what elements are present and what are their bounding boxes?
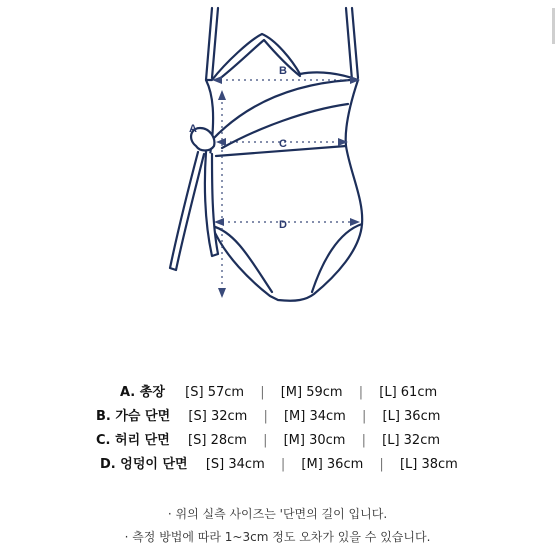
size-s: [S] 34cm bbox=[205, 457, 265, 472]
label-c: C bbox=[279, 138, 287, 150]
separator: | bbox=[263, 409, 268, 424]
separator: | bbox=[361, 409, 367, 424]
separator: | bbox=[358, 385, 364, 400]
swimsuit-outline bbox=[170, 8, 362, 301]
size-key: D. 엉덩이 단면 bbox=[100, 457, 188, 472]
size-s: [S] 32cm bbox=[188, 409, 248, 424]
size-notes bbox=[0, 503, 555, 549]
size-key: C. 허리 단면 bbox=[96, 433, 170, 448]
size-key: A. 총장 bbox=[120, 385, 165, 400]
size-l: [L] 32cm bbox=[382, 433, 441, 448]
size-m: [M] 30cm bbox=[283, 433, 346, 448]
size-row-c bbox=[96, 430, 440, 452]
size-l: [L] 61cm bbox=[379, 385, 438, 400]
label-d: D bbox=[279, 219, 287, 231]
size-m: [M] 34cm bbox=[283, 409, 346, 424]
size-row-b bbox=[96, 406, 440, 428]
size-m: [M] 36cm bbox=[301, 457, 364, 472]
size-row-a bbox=[120, 382, 437, 404]
label-b: B bbox=[279, 65, 287, 77]
separator: | bbox=[361, 433, 366, 448]
label-a: A bbox=[189, 123, 197, 135]
separator: | bbox=[260, 385, 265, 400]
separator: | bbox=[263, 433, 268, 448]
size-s: [S] 28cm bbox=[188, 433, 247, 448]
size-l: [L] 36cm bbox=[382, 409, 441, 424]
note-line: · 측정 방법에 따라 1~3cm 정도 오차가 있을 수 있습니다. bbox=[124, 530, 431, 544]
size-row-d bbox=[100, 454, 458, 476]
separator: | bbox=[379, 457, 384, 472]
size-s: [S] 57cm bbox=[185, 385, 245, 400]
size-m: [M] 59cm bbox=[280, 385, 343, 400]
note-line: · 위의 실측 사이즈는 '단면의 길이 입니다. bbox=[167, 507, 388, 521]
size-key: B. 가슴 단면 bbox=[96, 409, 171, 424]
separator: | bbox=[280, 457, 286, 472]
size-l: [L] 38cm bbox=[399, 457, 458, 472]
